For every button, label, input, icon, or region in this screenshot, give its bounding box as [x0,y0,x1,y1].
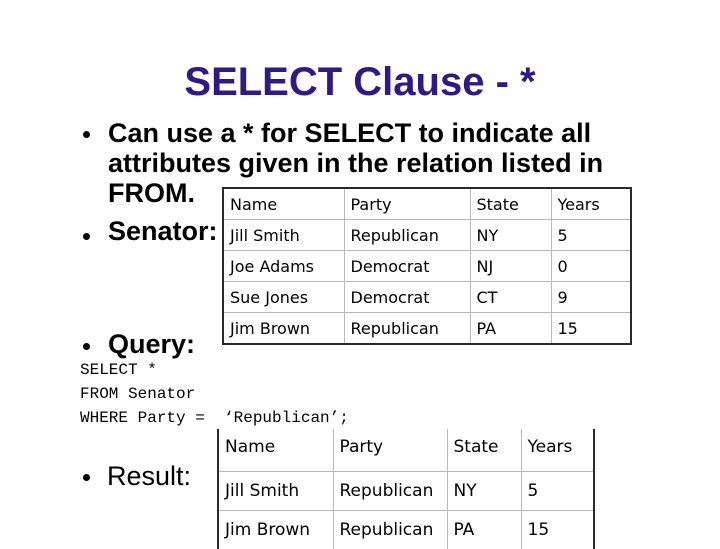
table-cell: Jill Smith [218,472,333,511]
bullet-text-line-1: Can use a * for SELECT to indicate all [108,118,591,148]
table-cell: Joe Adams [223,251,344,282]
table-header-cell: Party [333,429,447,472]
bullet-text-line-3: FROM. [108,178,195,208]
table-header-cell: Years [521,429,594,472]
table-cell: PA [470,313,551,345]
table-cell: 0 [551,251,631,282]
query-label: Query: [108,329,195,359]
bullet-icon [83,233,90,240]
table-cell: Republican [333,511,447,549]
table-cell: 5 [551,220,631,251]
table-cell: CT [470,282,551,313]
bullet-text-line-2: attributes given in the relation listed in [108,148,603,178]
table-row [218,472,594,511]
table-cell: 5 [521,472,594,511]
table-header-cell: State [470,188,551,220]
table-row [223,282,631,313]
table-cell: Jim Brown [218,511,333,549]
table-header-cell: Name [223,188,344,220]
table-cell: NJ [470,251,551,282]
table-cell: PA [447,511,521,549]
table-header-cell: Name [218,429,333,472]
table-cell: Jim Brown [223,313,344,345]
table-cell: 15 [521,511,594,549]
table-cell: NY [470,220,551,251]
table-header-cell: Party [344,188,470,220]
sql-line-1: SELECT * [80,358,157,382]
sql-line-3: WHERE Party = ‘Republican’; [80,406,349,430]
table-header-row [223,188,631,220]
senator-label: Senator: [108,216,218,246]
table-cell: Jill Smith [223,220,344,251]
table-cell: Democrat [344,251,470,282]
table-cell: Republican [333,472,447,511]
table-row [223,251,631,282]
result-table [217,429,595,549]
table-cell: 15 [551,313,631,345]
result-label: Result: [107,461,191,491]
sql-line-2: FROM Senator [80,382,195,406]
table-row [223,313,631,345]
table-header-cell: Years [551,188,631,220]
table-cell: Republican [344,220,470,251]
table-cell: Sue Jones [223,282,344,313]
bullet-icon [83,474,90,481]
table-header-row [218,429,594,472]
slide-title: SELECT Clause - * [0,60,720,105]
senator-table [222,187,632,345]
table-row [223,220,631,251]
table-cell: 9 [551,282,631,313]
table-header-cell: State [447,429,521,472]
table-cell: Republican [344,313,470,345]
table-row [218,511,594,549]
bullet-icon [83,131,90,138]
table-cell: Democrat [344,282,470,313]
table-cell: NY [447,472,521,511]
bullet-icon [83,343,90,350]
